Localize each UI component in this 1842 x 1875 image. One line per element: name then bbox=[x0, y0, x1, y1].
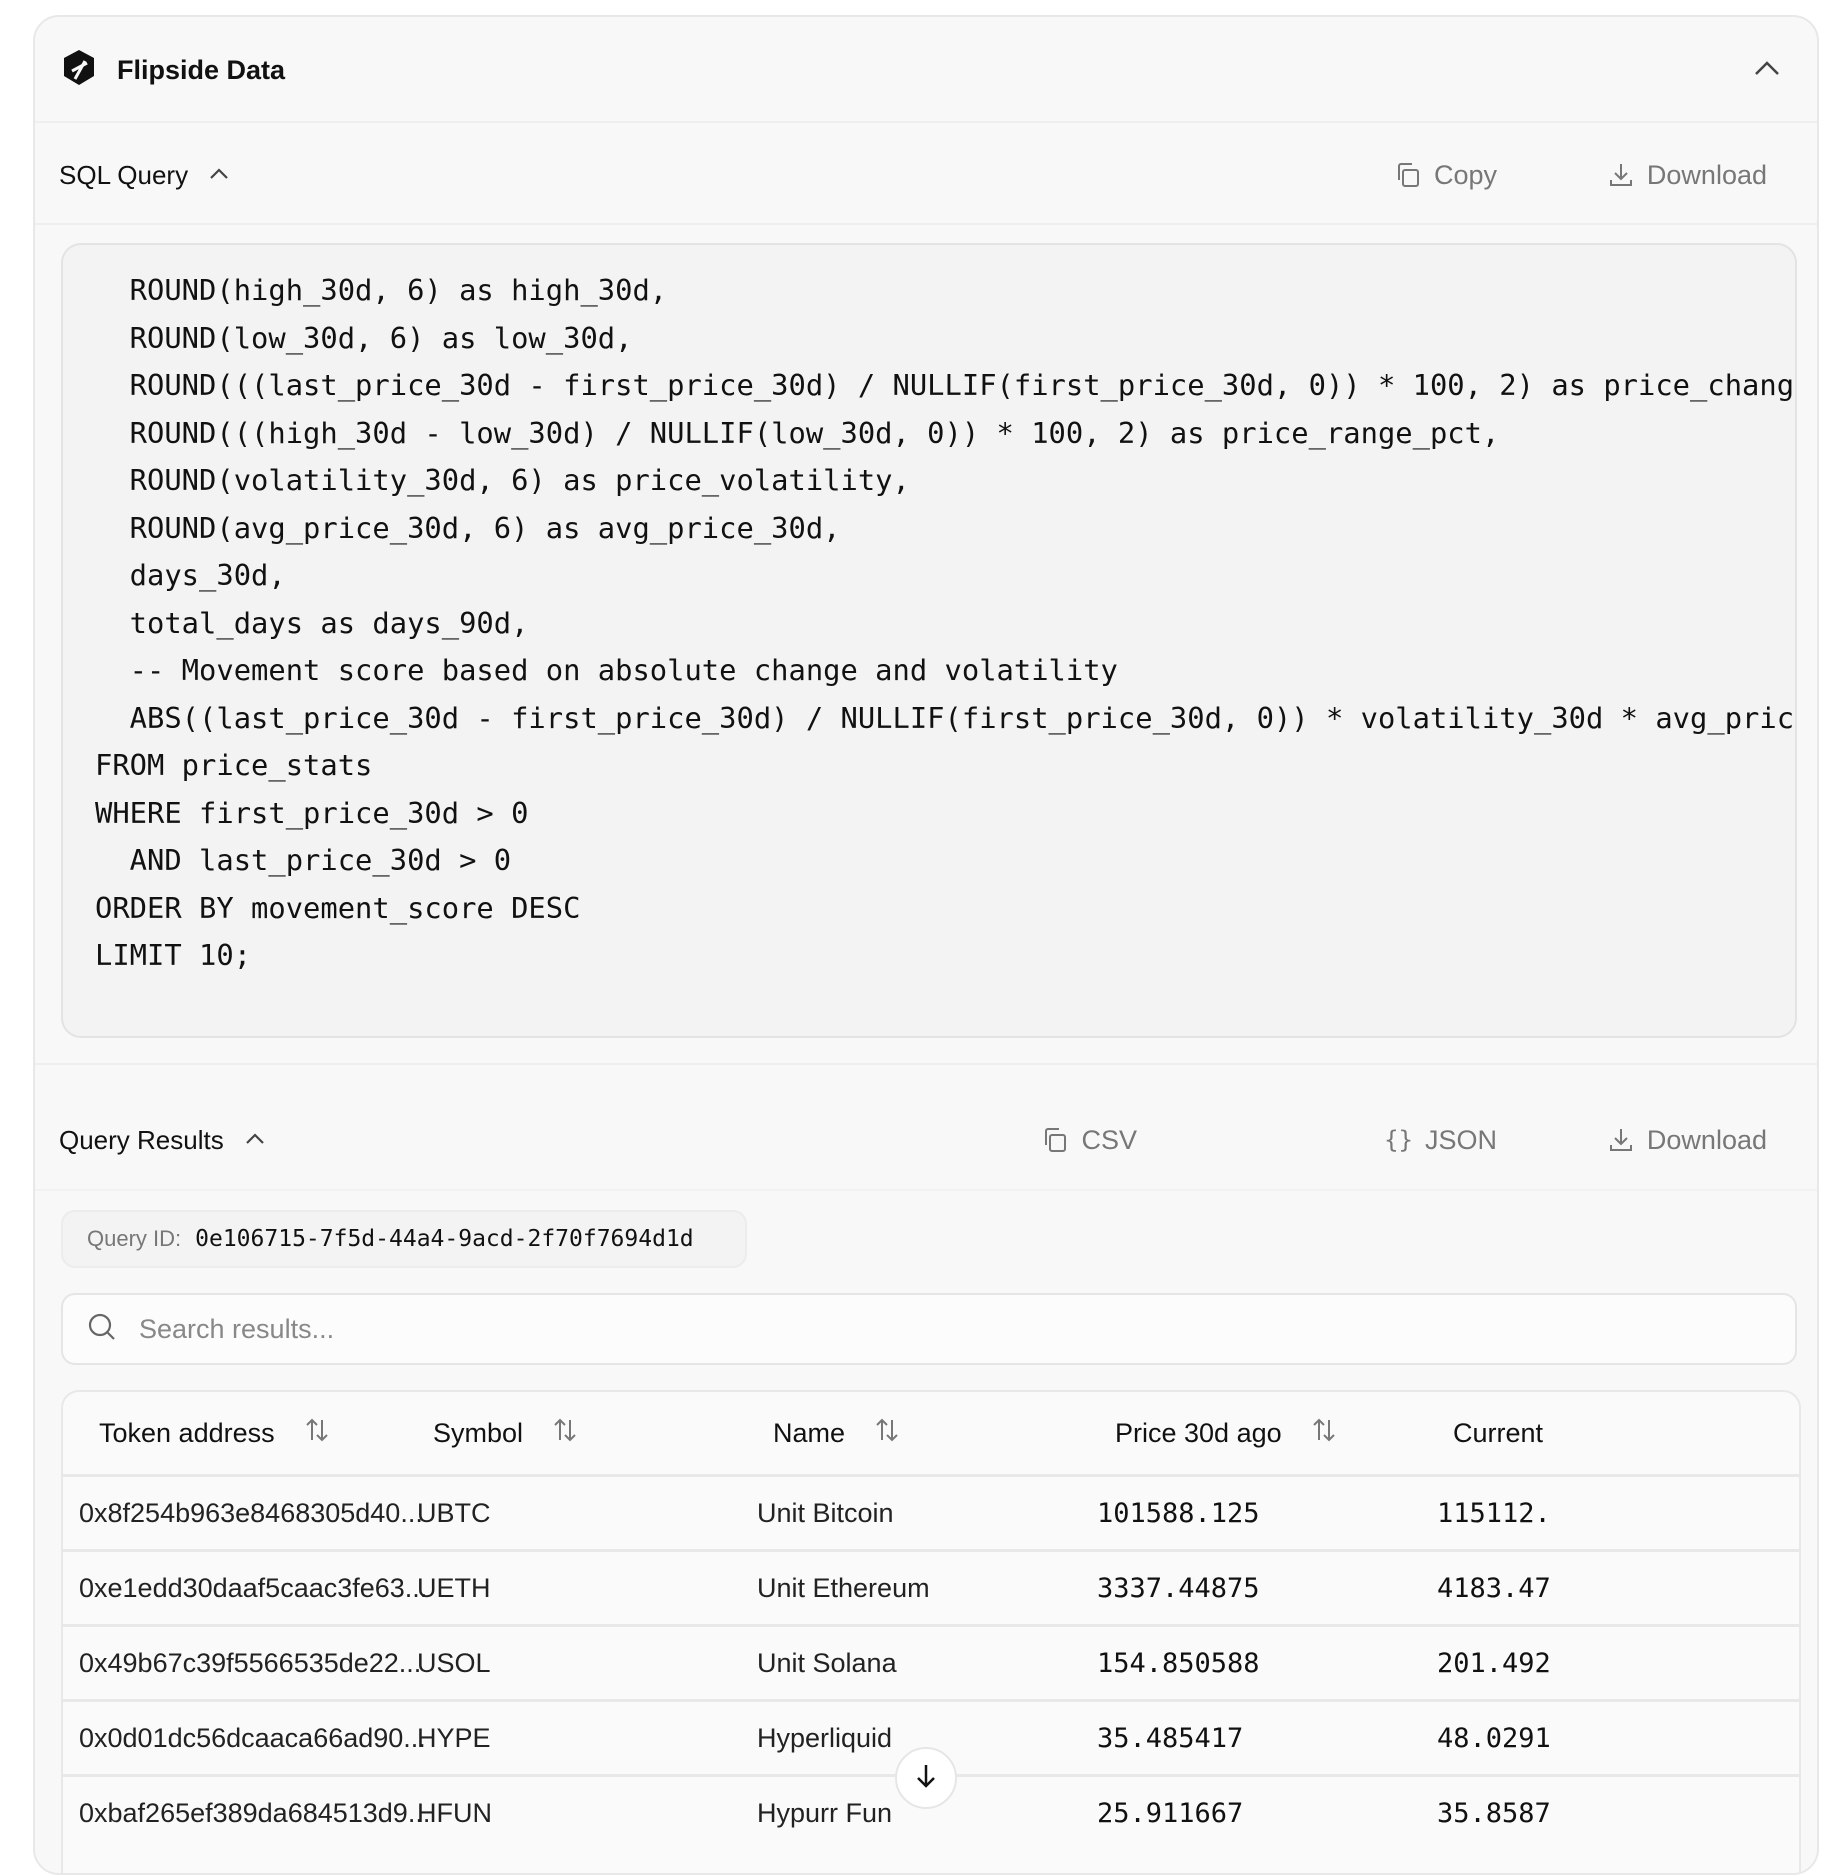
code-line: ORDER BY movement_score DESC bbox=[95, 890, 581, 925]
code-line: FROM price_stats bbox=[95, 748, 373, 782]
table-cell: Unit Bitcoin bbox=[757, 1497, 894, 1528]
code-line: ROUND(((high_30d - low_30d) / NULLIF(low_30d, 0)) * 100, 2) as price_range_pct, bbox=[95, 415, 1500, 450]
column-header-label: Symbol bbox=[433, 1417, 524, 1448]
panel-header[interactable] bbox=[35, 45, 1817, 95]
table-row[interactable] bbox=[63, 1549, 1801, 1624]
query-results-header[interactable] bbox=[35, 1115, 1817, 1165]
code-line: ROUND(low_30d, 6) as low_30d, bbox=[95, 320, 633, 355]
code-line: -- Movement score based on absolute change and volatility bbox=[95, 653, 1118, 687]
download-label: Download bbox=[1646, 1124, 1767, 1155]
table-cell: Hypurr Fun bbox=[757, 1797, 893, 1828]
table-cell: 0x0d01dc56dcaaca66ad90... bbox=[79, 1722, 426, 1753]
table-cell: 115112. bbox=[1437, 1497, 1551, 1529]
table-cell: Hyperliquid bbox=[757, 1722, 893, 1753]
sql-code-block[interactable] bbox=[61, 243, 1797, 1038]
chevron-up-icon[interactable] bbox=[244, 1131, 266, 1150]
divider bbox=[35, 121, 1817, 123]
csv-label: CSV bbox=[1081, 1124, 1137, 1155]
table-cell: Unit Ethereum bbox=[757, 1572, 930, 1603]
table-cell: UETH bbox=[417, 1572, 491, 1603]
column-header-label: Current bbox=[1453, 1417, 1544, 1448]
column-header-label: Token address bbox=[99, 1417, 275, 1448]
code-line: days_30d, bbox=[95, 558, 286, 592]
sort-icon[interactable] bbox=[551, 1416, 579, 1451]
query-results-label: Query Results bbox=[59, 1124, 224, 1155]
table-cell: UBTC bbox=[417, 1497, 491, 1528]
download-sql-button[interactable] bbox=[1607, 160, 1767, 191]
query-id-value: 0e106715-7f5d-44a4-9acd-2f70f7694d1d bbox=[195, 1226, 694, 1252]
download-label: Download bbox=[1646, 159, 1767, 190]
copy-json-button[interactable] bbox=[1384, 1125, 1497, 1156]
flipside-logo-icon bbox=[61, 49, 97, 92]
copy-label: Copy bbox=[1433, 159, 1497, 190]
code-line: ROUND(((last_price_30d - first_price_30d) / NULLIF(first_price_30d, 0)) * 100, 2) as price_chang bbox=[95, 368, 1795, 402]
search-input[interactable] bbox=[139, 1314, 1639, 1345]
column-header-label: Name bbox=[773, 1417, 846, 1448]
table-cell: 35.485417 bbox=[1097, 1722, 1244, 1754]
copy-icon bbox=[1041, 1126, 1069, 1154]
sql-query-header[interactable] bbox=[35, 150, 1817, 200]
table-cell: 154.850588 bbox=[1097, 1647, 1260, 1679]
column-header[interactable] bbox=[1115, 1392, 1338, 1474]
code-line: ROUND(volatility_30d, 6) as price_volatility, bbox=[95, 463, 910, 497]
scroll-down-button[interactable] bbox=[895, 1747, 957, 1809]
braces-icon: {} bbox=[1384, 1126, 1413, 1154]
table-cell: USOL bbox=[417, 1647, 491, 1678]
arrow-down-icon bbox=[913, 1762, 939, 1795]
divider bbox=[35, 223, 1817, 225]
table-cell: 3337.44875 bbox=[1097, 1572, 1260, 1604]
search-box[interactable] bbox=[61, 1293, 1797, 1365]
sql-query-label: SQL Query bbox=[59, 159, 189, 190]
search-icon bbox=[87, 1312, 117, 1347]
table-cell: 101588.125 bbox=[1097, 1497, 1260, 1529]
sort-icon[interactable] bbox=[1310, 1416, 1338, 1451]
code-line: ROUND(avg_price_30d, 6) as avg_price_30d, bbox=[95, 510, 841, 545]
copy-csv-button[interactable] bbox=[1041, 1125, 1137, 1156]
query-id-badge bbox=[61, 1210, 747, 1268]
code-line: ABS((last_price_30d - first_price_30d) / NULLIF(first_price_30d, 0)) * volatility_30d * avg_pric bbox=[95, 700, 1795, 735]
flipside-data-panel bbox=[33, 15, 1819, 1875]
download-icon bbox=[1607, 1126, 1635, 1154]
table-row[interactable] bbox=[63, 1474, 1801, 1549]
query-id-label: Query ID: bbox=[87, 1226, 182, 1251]
code-line: WHERE first_price_30d > 0 bbox=[95, 795, 529, 830]
divider bbox=[35, 1063, 1817, 1065]
table-cell: Unit Solana bbox=[757, 1647, 897, 1678]
divider bbox=[35, 1189, 1817, 1191]
column-header[interactable] bbox=[773, 1392, 901, 1474]
table-cell: HYPE bbox=[417, 1722, 491, 1753]
sort-icon[interactable] bbox=[873, 1416, 901, 1451]
sort-icon[interactable] bbox=[303, 1416, 331, 1451]
table-cell: 0xe1edd30daaf5caac3fe63... bbox=[79, 1572, 428, 1603]
column-header-label: Price 30d ago bbox=[1115, 1417, 1282, 1448]
table-cell: 0xbaf265ef389da684513d9... bbox=[79, 1797, 431, 1828]
download-results-button[interactable] bbox=[1607, 1125, 1767, 1156]
column-header[interactable] bbox=[99, 1392, 331, 1474]
column-header[interactable] bbox=[1453, 1392, 1543, 1474]
json-label: JSON bbox=[1424, 1124, 1497, 1155]
table-cell: 25.911667 bbox=[1097, 1797, 1244, 1829]
table-cell: 35.8587 bbox=[1437, 1797, 1551, 1829]
table-row[interactable] bbox=[63, 1624, 1801, 1699]
code-line: ROUND(high_30d, 6) as high_30d, bbox=[95, 273, 668, 307]
column-header[interactable] bbox=[433, 1392, 579, 1474]
table-cell: 48.0291 bbox=[1437, 1722, 1551, 1754]
chevron-up-icon[interactable] bbox=[208, 166, 230, 185]
panel-title: Flipside Data bbox=[117, 54, 286, 85]
collapse-panel-icon[interactable] bbox=[1753, 59, 1781, 82]
code-line: total_days as days_90d, bbox=[95, 605, 529, 640]
table-cell: 0x8f254b963e8468305d40... bbox=[79, 1497, 423, 1528]
sql-code bbox=[63, 267, 1795, 980]
code-line: LIMIT 10; bbox=[95, 938, 252, 972]
table-cell: 4183.47 bbox=[1437, 1572, 1551, 1604]
download-icon bbox=[1607, 161, 1635, 189]
table-cell: HFUN bbox=[417, 1797, 492, 1828]
copy-sql-button[interactable] bbox=[1394, 160, 1497, 191]
code-line: AND last_price_30d > 0 bbox=[95, 843, 512, 877]
table-cell: 0x49b67c39f5566535de22... bbox=[79, 1647, 422, 1678]
copy-icon bbox=[1394, 161, 1422, 189]
table-cell: 201.492 bbox=[1437, 1647, 1551, 1679]
